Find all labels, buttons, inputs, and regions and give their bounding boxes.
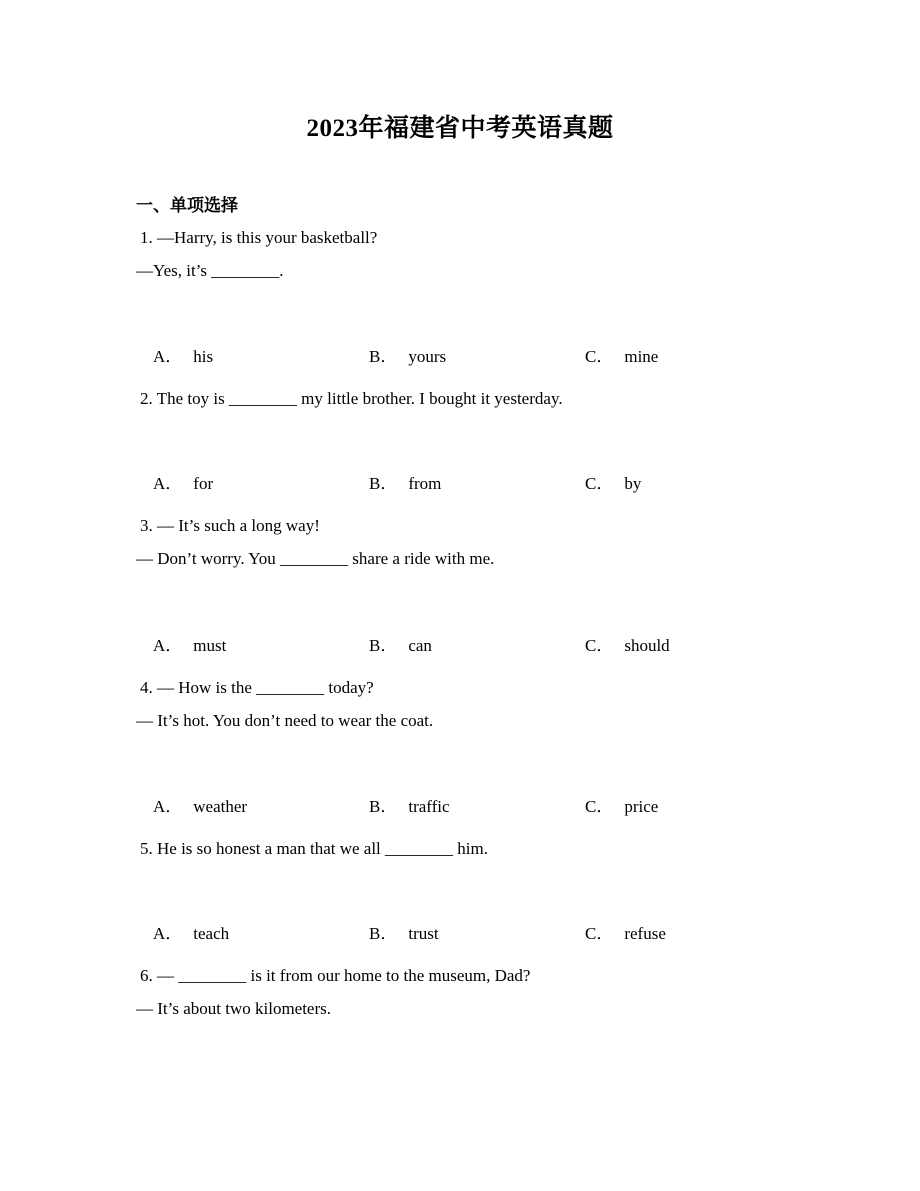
option-text: trust bbox=[408, 924, 439, 943]
option-text: refuse bbox=[624, 924, 666, 943]
question-6-answer-line: — It’s about two kilometers. bbox=[136, 999, 332, 1018]
option-letter: A． bbox=[153, 797, 183, 816]
option-letter: A． bbox=[153, 474, 183, 493]
question-4-answer-line: — It’s hot. You don’t need to wear the coat. bbox=[136, 711, 434, 730]
question-4-option-c[interactable] bbox=[568, 774, 658, 840]
section-heading: 一、单项选择 bbox=[136, 196, 238, 215]
question-6-stem: 6. — ________ is it from our home to the museum, Dad? bbox=[140, 966, 531, 985]
option-letter: B． bbox=[369, 797, 398, 816]
option-text: traffic bbox=[408, 797, 450, 816]
option-letter: C． bbox=[585, 924, 614, 943]
question-3-option-a[interactable] bbox=[136, 613, 226, 679]
option-text: his bbox=[193, 347, 214, 366]
option-letter: B． bbox=[369, 636, 398, 655]
question-1-option-a[interactable] bbox=[136, 324, 213, 390]
option-letter: C． bbox=[585, 347, 614, 366]
option-letter: A． bbox=[153, 924, 183, 943]
question-1-option-b[interactable] bbox=[352, 324, 446, 390]
option-letter: A． bbox=[153, 636, 183, 655]
option-letter: B． bbox=[369, 474, 398, 493]
option-text: teach bbox=[193, 924, 230, 943]
question-3-stem: 3. — It’s such a long way! bbox=[140, 516, 320, 535]
question-4-stem: 4. — How is the ________ today? bbox=[140, 678, 374, 697]
option-text: by bbox=[624, 474, 642, 493]
question-1-stem: 1. —Harry, is this your basketball? bbox=[140, 228, 378, 247]
option-text: for bbox=[193, 474, 214, 493]
option-letter: A． bbox=[153, 347, 183, 366]
question-1-option-c[interactable] bbox=[568, 324, 658, 390]
option-letter: C． bbox=[585, 636, 614, 655]
question-2-option-b[interactable] bbox=[352, 451, 441, 517]
option-text: must bbox=[193, 636, 227, 655]
question-3-answer-line: — Don’t worry. You ________ share a ride with me. bbox=[136, 549, 495, 568]
option-letter: B． bbox=[369, 924, 398, 943]
question-4-option-a[interactable] bbox=[136, 774, 247, 840]
question-2-option-c[interactable] bbox=[568, 451, 641, 517]
page-title: 2023年福建省中考英语真题 bbox=[306, 115, 614, 142]
question-1-answer-line: —Yes, it’s ________. bbox=[136, 261, 284, 280]
option-text: yours bbox=[408, 347, 447, 366]
question-5-option-b[interactable] bbox=[352, 901, 439, 967]
option-text: should bbox=[624, 636, 670, 655]
option-letter: B． bbox=[369, 347, 398, 366]
option-letter: C． bbox=[585, 474, 614, 493]
option-text: mine bbox=[624, 347, 659, 366]
question-5-option-a[interactable] bbox=[136, 901, 229, 967]
question-2-stem: 2. The toy is ________ my little brother. I bought it yesterday. bbox=[140, 389, 563, 408]
question-3-option-b[interactable] bbox=[352, 613, 432, 679]
question-2-option-a[interactable] bbox=[136, 451, 213, 517]
question-3-option-c[interactable] bbox=[568, 613, 670, 679]
option-text: weather bbox=[193, 797, 248, 816]
option-letter: C． bbox=[585, 797, 614, 816]
question-5-option-c[interactable] bbox=[568, 901, 666, 967]
option-text: from bbox=[408, 474, 442, 493]
option-text: can bbox=[408, 636, 432, 655]
question-4-option-b[interactable] bbox=[352, 774, 450, 840]
question-5-stem: 5. He is so honest a man that we all ________ him. bbox=[140, 839, 488, 858]
option-text: price bbox=[624, 797, 659, 816]
